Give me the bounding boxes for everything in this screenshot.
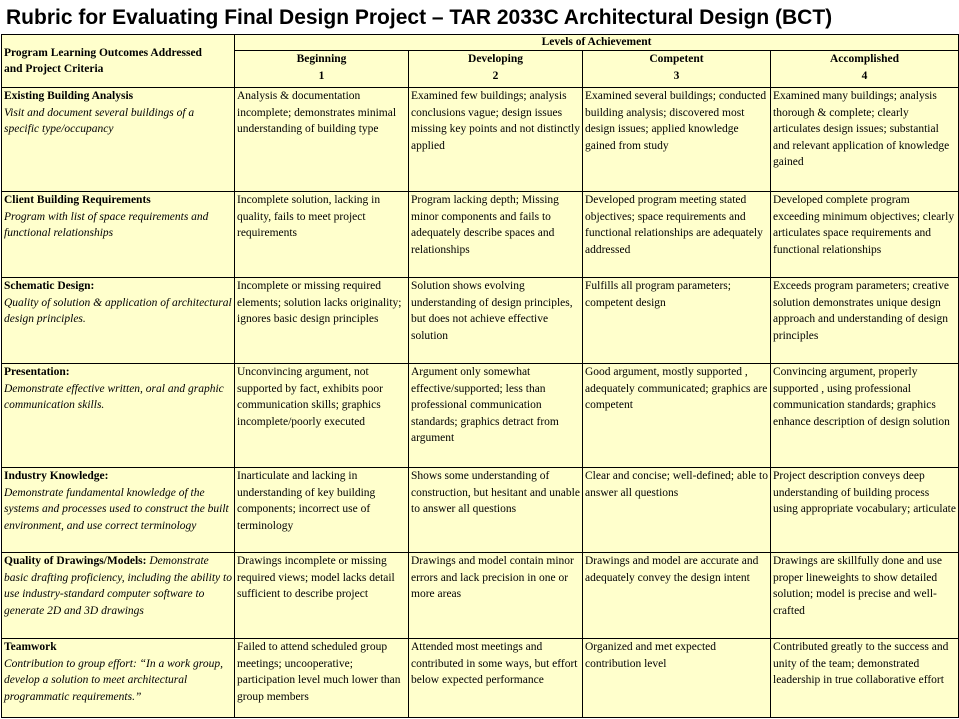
rating-cell-accomplished: Drawings are skillfully done and use proper lineweights to show detailed solution; model is precise and well-crafted xyxy=(771,553,959,639)
criteria-cell xyxy=(2,278,235,364)
criteria-cell xyxy=(2,192,235,278)
criteria-cell xyxy=(2,364,235,468)
criteria-name: Schematic Design: xyxy=(4,280,95,292)
rating-cell-developing: Examined few buildings; analysis conclusions vague; design issues missing key points and not distinctly applied xyxy=(409,88,583,192)
rating-cell-developing: Program lacking depth; Missing minor components and fails to adequately describe spaces and relationships xyxy=(409,192,583,278)
criteria-description: Demonstrate effective written, oral and graphic communication skills. xyxy=(4,382,224,411)
level-number: 2 xyxy=(492,69,499,82)
rating-cell-accomplished: Contributed greatly to the success and unity of the team; demonstrated leadership in true collaborative effort xyxy=(771,639,959,718)
rating-cell-competent: Examined several buildings; conducted building analysis; discovered most design issues; applied knowledge gained from study xyxy=(583,88,771,192)
levels-of-achievement-header: Levels of Achievement xyxy=(235,35,959,51)
rating-cell-accomplished: Project description conveys deep understanding of building process using appropriate vocabulary; articulate xyxy=(771,468,959,553)
criteria-description: Contribution to group effort: “In a work group, develop a solution to meet architectural programmatic requirements.” xyxy=(4,657,223,703)
rating-cell-developing: Solution shows evolving understanding of design principles, but does not achieve effective solution xyxy=(409,278,583,364)
criteria-cell xyxy=(2,639,235,718)
criteria-name: Industry Knowledge: xyxy=(4,470,109,482)
criteria-description: Quality of solution & application of architectural design principles. xyxy=(4,296,232,325)
level-number: 3 xyxy=(673,69,680,82)
rating-cell-accomplished: Exceeds program parameters; creative solution demonstrates unique design approach and understanding of design principles xyxy=(771,278,959,364)
rating-cell-developing: Drawings and model contain minor errors and lack precision in one or more areas xyxy=(409,553,583,639)
rating-cell-beginning: Drawings incomplete or missing required views; model lacks detail sufficient to describe project xyxy=(235,553,409,639)
rating-cell-beginning: Unconvincing argument, not supported by fact, exhibits poor communication skills; graphics incomplete/poorly executed xyxy=(235,364,409,468)
criteria-description: Visit and document several buildings of a specific type/occupancy xyxy=(4,106,195,135)
level-number: 1 xyxy=(318,69,325,82)
criteria-description: Demonstrate basic drafting proficiency, including the ability to use industry-standard computer software to generate 2D and 3D drawings xyxy=(4,555,232,617)
level-number: 4 xyxy=(861,69,868,82)
levels-header-row xyxy=(2,35,959,51)
rubric-table xyxy=(1,34,959,718)
criteria-description: Program with list of space requirements and functional relationships xyxy=(4,210,209,239)
criteria-cell xyxy=(2,468,235,553)
criteria-row-existing-building-analysis xyxy=(2,88,959,192)
rating-cell-beginning: Analysis & documentation incomplete; demonstrates minimal understanding of building type xyxy=(235,88,409,192)
criteria-row-teamwork xyxy=(2,639,959,718)
criteria-cell xyxy=(2,553,235,639)
criteria-name: Existing Building Analysis xyxy=(4,90,134,102)
rating-cell-developing: Shows some understanding of construction, but hesitant and unable to answer all questions xyxy=(409,468,583,553)
level-name: Developing xyxy=(468,53,523,65)
level-header-beginning xyxy=(235,51,409,88)
level-header-accomplished xyxy=(771,51,959,88)
rating-cell-beginning: Incomplete or missing required elements; solution lacks originality; ignores basic design principles xyxy=(235,278,409,364)
criteria-header-line1: Program Learning Outcomes Addressed xyxy=(4,47,202,59)
criteria-header-line2: and Project Criteria xyxy=(4,63,104,75)
page-title: Rubric for Evaluating Final Design Project – TAR 2033C Architectural Design (BCT) xyxy=(6,6,833,29)
rating-cell-competent: Developed program meeting stated objectives; space requirements and functional relationships are adequately addressed xyxy=(583,192,771,278)
rating-cell-beginning: Inarticulate and lacking in understanding of key building components; incorrect use of terminology xyxy=(235,468,409,553)
criteria-cell xyxy=(2,88,235,192)
rating-cell-accomplished: Developed complete program exceeding minimum objectives; clearly articulates space requirements and functional relationships xyxy=(771,192,959,278)
rating-cell-competent: Drawings and model are accurate and adequately convey the design intent xyxy=(583,553,771,639)
criteria-name: Quality of Drawings/Models: xyxy=(4,555,147,567)
criteria-column-header xyxy=(2,35,235,88)
level-header-competent xyxy=(583,51,771,88)
criteria-name: Client Building Requirements xyxy=(4,194,151,206)
criteria-name: Presentation: xyxy=(4,366,70,378)
rating-cell-accomplished: Examined many buildings; analysis thorough & complete; clearly articulates design issues; substantial and relevant application of knowledge gained xyxy=(771,88,959,192)
criteria-text xyxy=(4,553,232,619)
criteria-row-quality-of-drawings xyxy=(2,553,959,639)
rating-cell-developing: Argument only somewhat effective/supported; less than professional communication standards; graphics detract from argument xyxy=(409,364,583,468)
rating-cell-competent: Good argument, mostly supported , adequately communicated; graphics are competent xyxy=(583,364,771,468)
criteria-row-client-building-requirements xyxy=(2,192,959,278)
level-header-developing xyxy=(409,51,583,88)
criteria-name: Teamwork xyxy=(4,641,57,653)
criteria-row-presentation xyxy=(2,364,959,468)
level-name: Competent xyxy=(649,53,704,65)
criteria-description: Demonstrate fundamental knowledge of the systems and processes used to construct the built environment, and use correct terminology xyxy=(4,486,229,532)
rating-cell-beginning: Incomplete solution, lacking in quality, fails to meet project requirements xyxy=(235,192,409,278)
rating-cell-competent: Fulfills all program parameters; competent design xyxy=(583,278,771,364)
rating-cell-accomplished: Convincing argument, properly supported , using professional communication standards; graphics enhance description of design solution xyxy=(771,364,959,468)
criteria-row-schematic-design xyxy=(2,278,959,364)
rating-cell-competent: Clear and concise; well-defined; able to answer all questions xyxy=(583,468,771,553)
rating-cell-competent: Organized and met expected contribution level xyxy=(583,639,771,718)
rating-cell-developing: Attended most meetings and contributed in some ways, but effort below expected performance xyxy=(409,639,583,718)
criteria-row-industry-knowledge xyxy=(2,468,959,553)
level-name: Beginning xyxy=(296,53,347,65)
rating-cell-beginning: Failed to attend scheduled group meetings; uncooperative; participation level much lower than group members xyxy=(235,639,409,718)
level-name: Accomplished xyxy=(830,53,899,65)
